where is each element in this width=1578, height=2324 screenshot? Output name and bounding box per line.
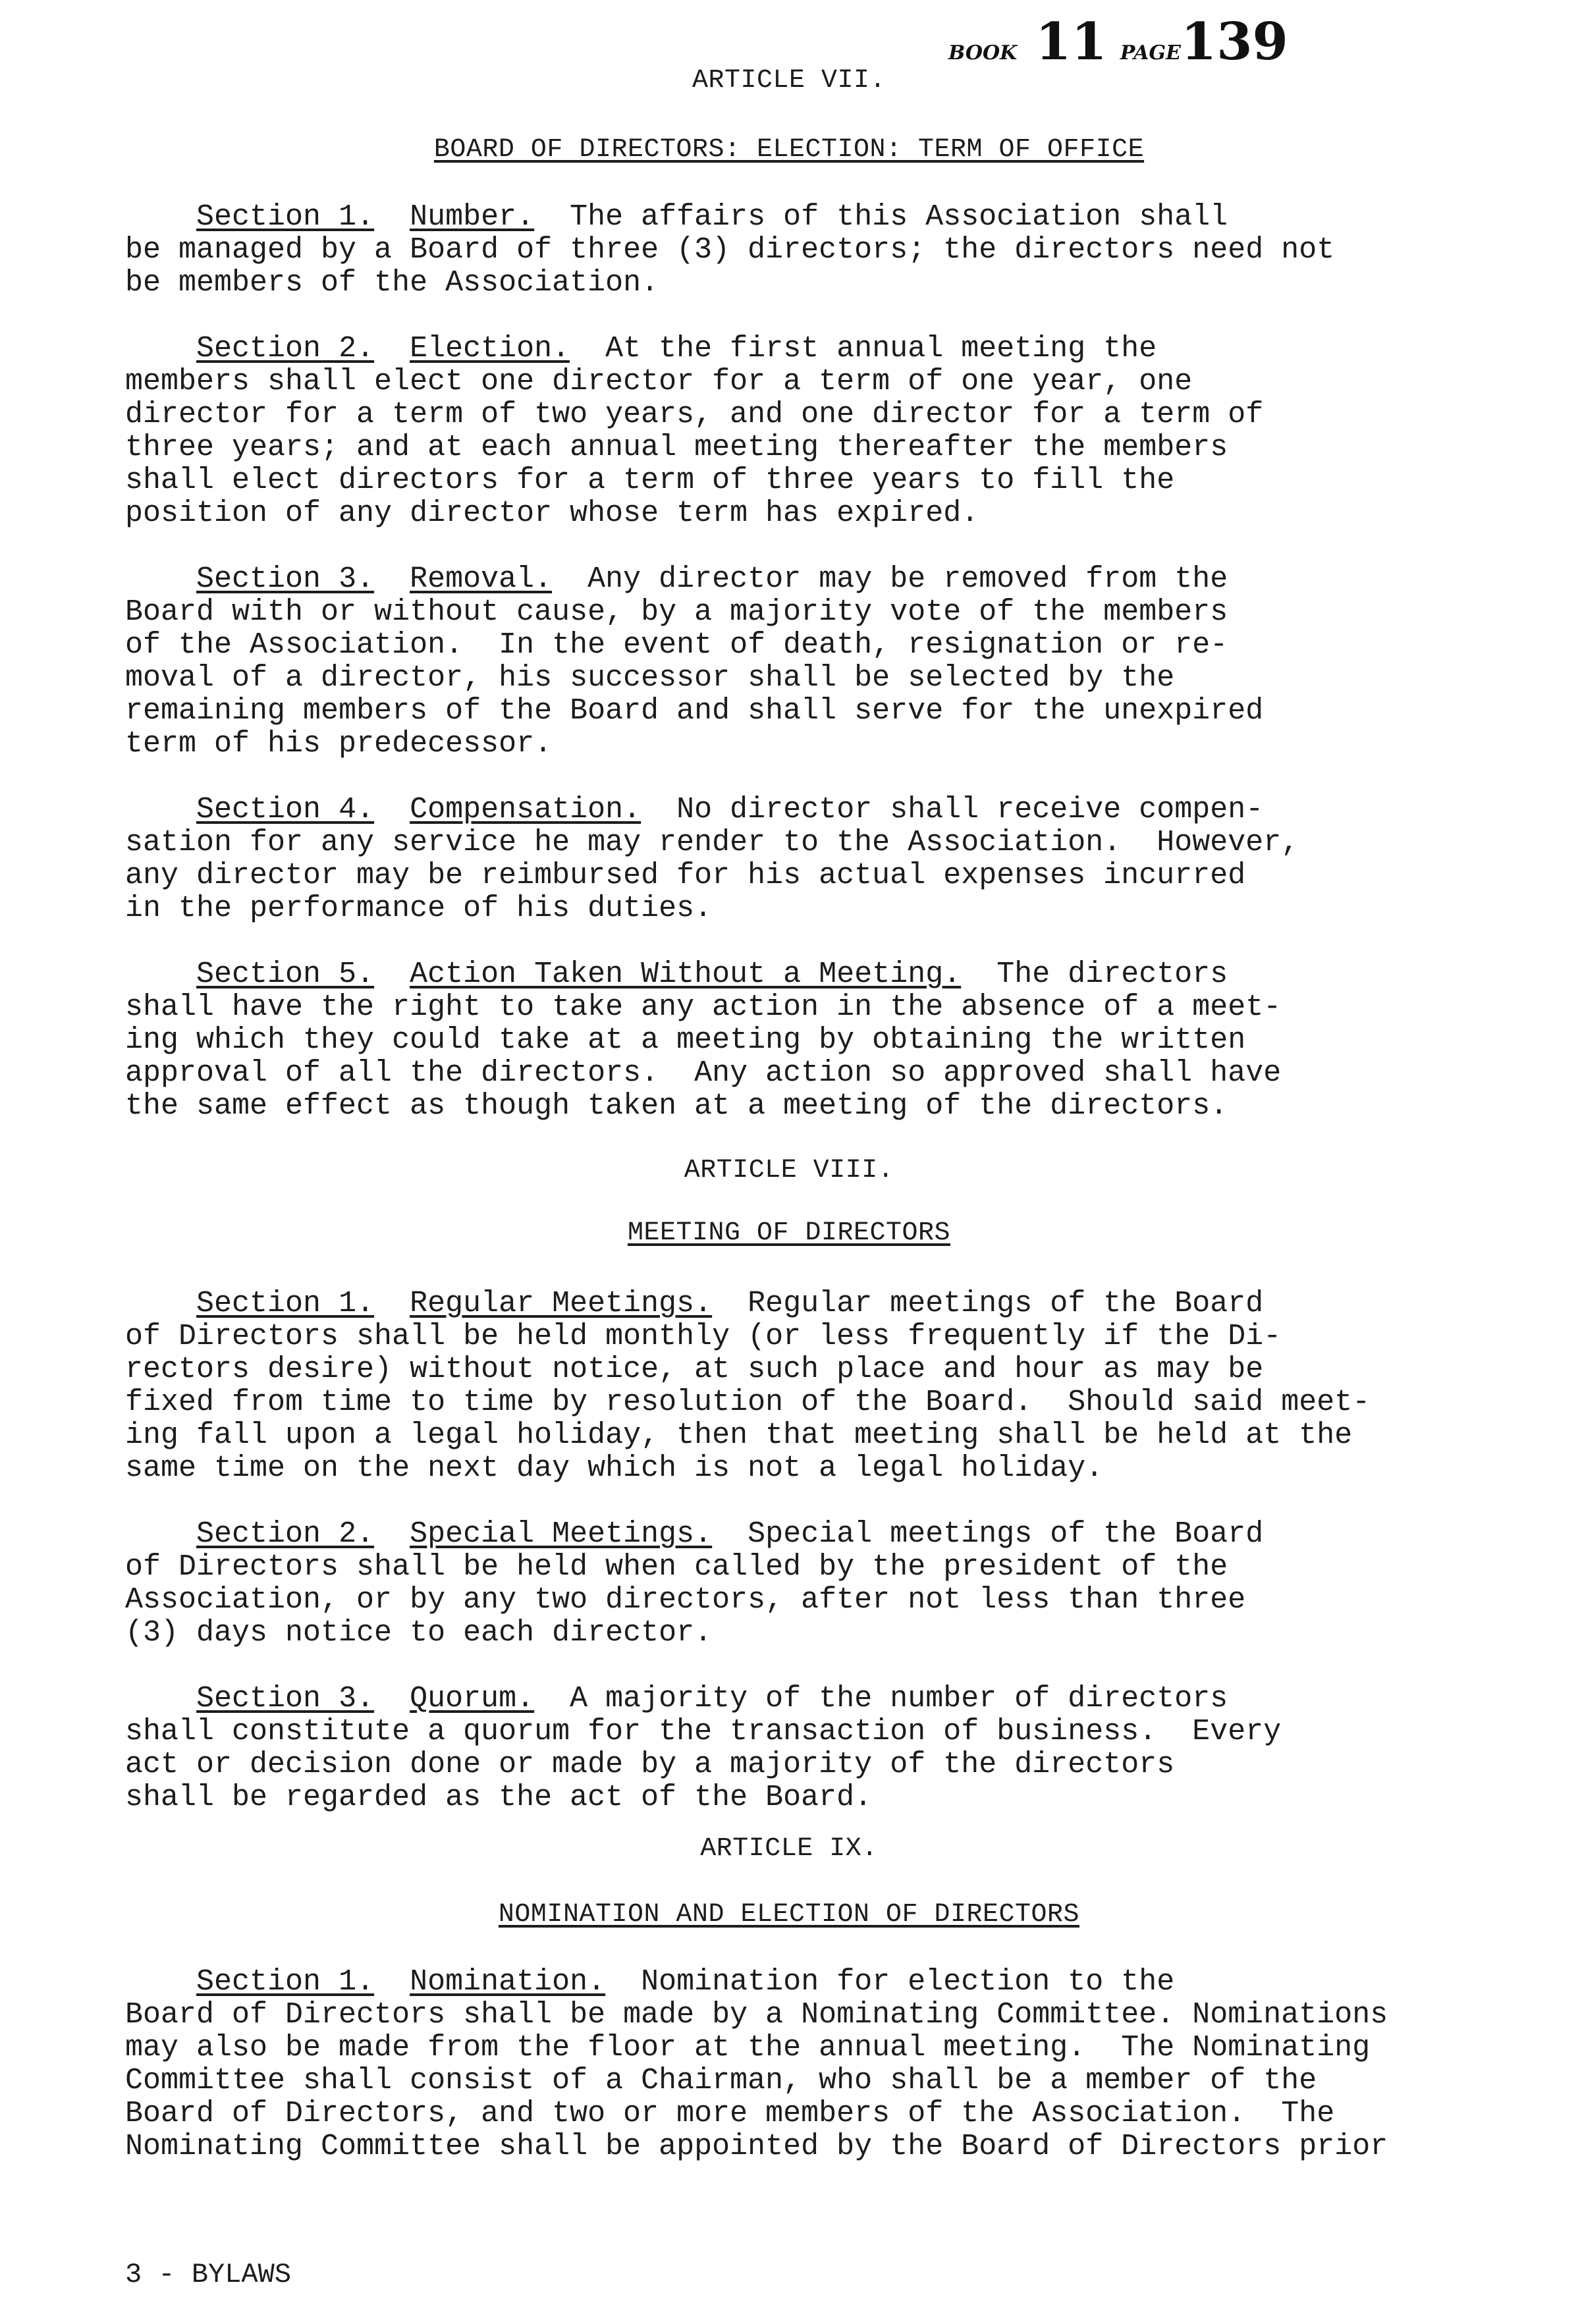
article-viii-heading: ARTICLE VIII.	[684, 1156, 894, 1185]
article-vii-section-5: Section 5. Action Taken Without a Meeting. The directors shall have the right to take any action in the absence of a meet- ing which they could take at a meeting by obtaining the written approval of all the directors. Any action so approved shall have the same effect as though taken at a meeting of the directors.	[125, 958, 1282, 1123]
article-viii-section-3: Section 3. Quorum. A majority of the number of directors shall constitute a quorum for the transaction of business. Every act or decision done or made by a majority of the directors shall be regarded as the act of the Board.	[125, 1682, 1282, 1814]
article-vii-subheading: BOARD OF DIRECTORS: ELECTION: TERM OF OFFICE	[433, 135, 1145, 165]
book-label: BOOK	[948, 41, 1018, 65]
article-vii-section-2: Section 2. Election. At the first annual meeting the members shall elect one director for a term of one year, one director for a term of two years, and one director for a term of three years; and at each annual meeting thereafter the members shall elect directors for a term of three years to fill the position of any director whose term has expired.	[125, 332, 1264, 530]
article-vii-section-4: Section 4. Compensation. No director shall receive compen- sation for any service he may render to the Association. However, any director may be reimbursed for his actual expenses incurred in the performance of his duties.	[125, 793, 1299, 925]
article-ix-section-1: Section 1. Nomination. Nomination for election to the Board of Directors shall be made by a Nominating Committee. Nominations may also be made from the floor at the annual meeting. The Nominating Committee shall consist of a Chairman, who shall be a member of the Board of Directors, and two or more members of the Association. The Nominating Committee shall be appointed by the Board of Directors prior	[125, 1965, 1388, 2163]
article-viii-section-2: Section 2. Special Meetings. Special meetings of the Board of Directors shall be held when called by the president of the Association, or by any two directors, after not less than three (3) days notice to each director.	[125, 1517, 1264, 1650]
article-ix-heading: ARTICLE IX.	[700, 1834, 878, 1864]
page-label: PAGE	[1120, 41, 1181, 65]
article-viii-section-1: Section 1. Regular Meetings. Regular meetings of the Board of Directors shall be held monthly (or less frequently if the Di- rectors desire) without notice, at such place and hour as may be fixed from time to time by resolution of the Board. Should said meet- ing fall upon a legal holiday, then that meeting shall be held at the same time on the next day which is not a legal holiday.	[125, 1287, 1371, 1485]
article-vii-heading: ARTICLE VII.	[692, 66, 886, 95]
book-number: 11	[1035, 12, 1107, 72]
article-viii-subheading: MEETING OF DIRECTORS	[627, 1218, 951, 1248]
book-page-stamp	[948, 12, 1288, 72]
article-vii-section-1: Section 1. Number. The affairs of this Association shall be managed by a Board of three (3) directors; the directors need not be members of the Association.	[125, 200, 1335, 300]
article-ix-subheading: NOMINATION AND ELECTION OF DIRECTORS	[498, 1900, 1080, 1930]
page-number: 139	[1180, 12, 1288, 72]
article-vii-section-3: Section 3. Removal. Any director may be removed from the Board with or without cause, by a majority vote of the members of the Association. In the event of death, resignation or re- moval of a director, his successor shall be selected by the remaining members of the Board and shall serve for the unexpired term of his predecessor.	[125, 562, 1264, 761]
page-footer: 3 - BYLAWS	[125, 2259, 292, 2290]
